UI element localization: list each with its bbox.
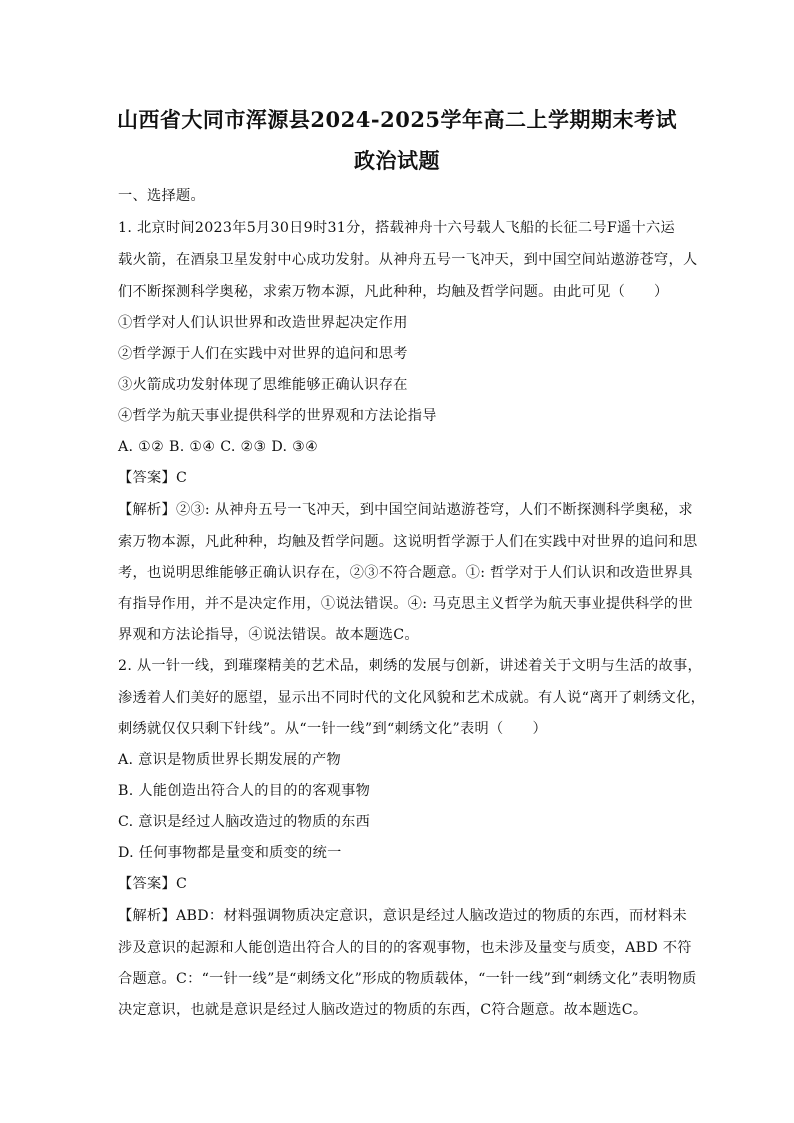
- q2-stem-line: 渗透着人们美好的愿望，显示出不同时代的文化风貌和艺术成就。有人说“离开了刺绣文化，: [118, 690, 706, 706]
- q1-analysis-line: 【解析】②③: 从神舟五号一飞冲天，到中国空间站遨游苍穹，人们不断探测科学奥秘，求: [118, 502, 693, 518]
- q1-stem-line: 1. 北京时间2023年5月30日9时31分，搭载神舟十六号载人飞船的长征二号F遥十六运: [118, 220, 675, 236]
- q1-statement: ④哲学为航天事业提供科学的世界观和方法论指导: [118, 408, 437, 424]
- exam-subtitle: 政治试题: [354, 148, 440, 173]
- q2-option-d: D. 任何事物都是量变和质变的统一: [118, 845, 342, 861]
- q1-analysis-line: 有指导作用，并不是决定作用，①说法错误。④: 马克思主义哲学为航天事业提供科学的世: [118, 596, 693, 612]
- q2-stem-line: 2. 从一针一线，到璀璨精美的艺术品，刺绣的发展与创新，讲述着关于文明与生活的故事，: [118, 658, 702, 674]
- q1-stem-line: 们不断探测科学奥秘，求索万物本源，凡此种种，均触及哲学问题。由此可见（ ）: [118, 284, 669, 300]
- q2-analysis-line: 合题意。C：“一针一线”是“刺绣文化”形成的物质载体，“一针一线”到“刺绣文化”表明物质: [118, 971, 697, 987]
- q2-answer: 【答案】C: [118, 876, 188, 892]
- section-heading: 一、选择题。: [118, 188, 205, 204]
- exam-title: 山西省大同市浑源县2024-2025学年高二上学期期末考试: [116, 107, 678, 132]
- q2-analysis-line: 涉及意识的起源和人能创造出符合人的目的的客观事物，也未涉及量变与质变，ABD 不符: [118, 940, 692, 956]
- q2-option-a: A. 意识是物质世界长期发展的产物: [118, 752, 341, 768]
- q1-analysis-line: 索万物本源，凡此种种，均触及哲学问题。这说明哲学源于人们在实践中对世界的追问和思: [118, 534, 698, 550]
- q1-statement: ②哲学源于人们在实践中对世界的追问和思考: [118, 346, 408, 362]
- q2-stem-line: 刺绣就仅仅只剩下针线”。从“一针一线”到“刺绣文化”表明（ ）: [118, 721, 547, 737]
- q1-stem-line: 载火箭，在酒泉卫星发射中心成功发射。从神舟五号一飞冲天，到中国空间站遨游苍穹，人: [118, 252, 698, 268]
- q2-analysis-line: 【解析】ABD：材料强调物质决定意识，意识是经过人脑改造过的物质的东西，而材料未: [118, 908, 687, 924]
- q2-option-b: B. 人能创造出符合人的目的的客观事物: [118, 783, 371, 799]
- q1-statement: ①哲学对人们认识世界和改造世界起决定作用: [118, 315, 408, 331]
- q1-analysis-line: 界观和方法论指导，④说法错误。故本题选C。: [118, 627, 419, 643]
- q1-analysis-line: 考，也说明思维能够正确认识存在，②③不符合题意。①: 哲学对于人们认识和改造世界具: [118, 565, 693, 581]
- q2-analysis-line: 决定意识，也就是意识是经过人脑改造过的物质的东西，C符合题意。故本题选C。: [118, 1002, 648, 1018]
- q1-answer: 【答案】C: [118, 470, 188, 486]
- q2-option-c: C. 意识是经过人脑改造过的物质的东西: [118, 814, 371, 830]
- q1-choices: A. ①② B. ①④ C. ②③ D. ③④: [118, 439, 319, 455]
- q1-statement: ③火箭成功发射体现了思维能够正确认识存在: [118, 377, 408, 393]
